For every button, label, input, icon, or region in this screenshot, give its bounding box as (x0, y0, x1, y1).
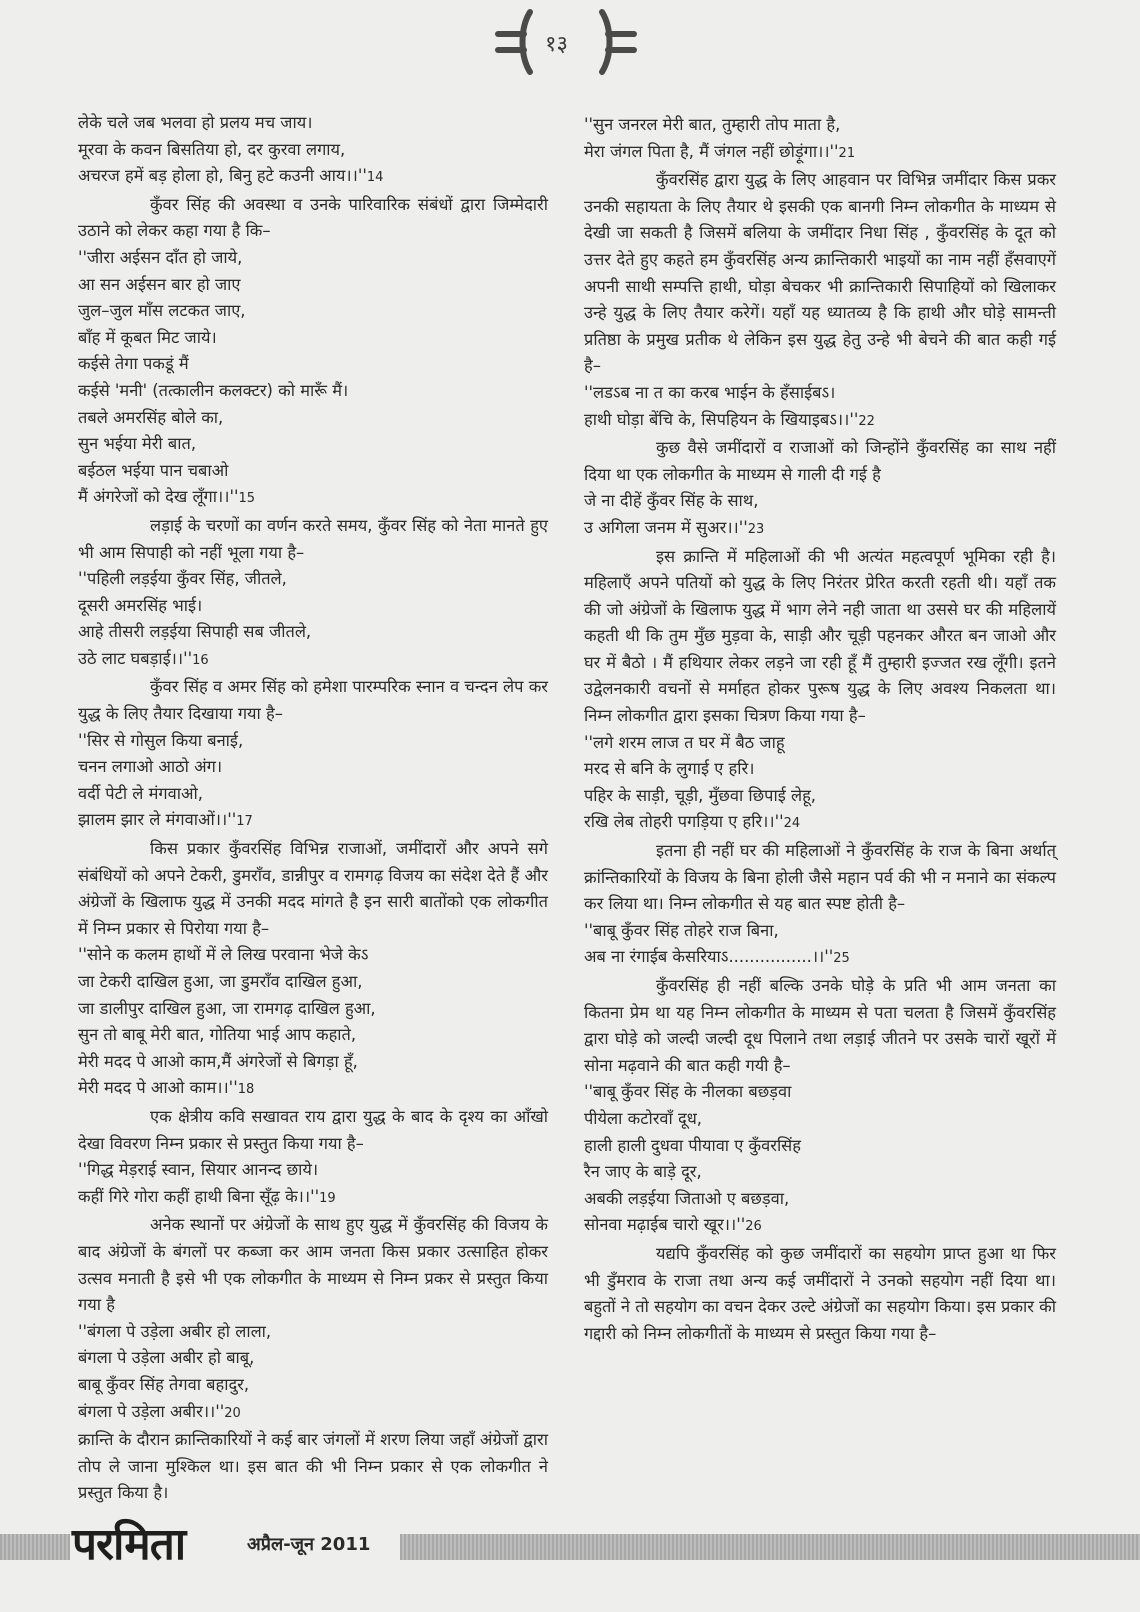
footnote-ref: 22 (858, 413, 875, 429)
verse-line: मेरा जंगल पिता है, मैं जंगल नहीं छोड़ूंगा।।''21 (584, 141, 856, 161)
verse-line: जा डालीपुर दाखिल हुआ, जा रामगढ़ दाखिल हुआ, (78, 998, 376, 1018)
verse-line: ''जीरा अईसन दाँत हो जाये, (78, 247, 243, 267)
verse-line: आहे तीसरी लड़ईया सिपाही सब जीतले, (78, 622, 312, 642)
paragraph: इतना ही नहीं घर की महिलाओं ने कुँवरसिंह के राज के बिना अर्थात् क्रांन्तिकारियों के विजय के बिना होली जैसे महान पर्व की भी न मनाने का संकल्प कर लिया था। निम्न लोकगीत से यह बात स्पष्ट होती है– (584, 841, 1056, 914)
verse-line: अचरज हमें बड़ होला हो, बिनु हटे कउनी आय।।''14 (78, 166, 384, 186)
paragraph: कुँवरसिंह द्वारा युद्ध के लिए आहवान पर विभिन्न जमींदार किस प्रकर उनकी सहायता के लिए तैयार थे इसकी एक बानगी निम्न लोकगीत के माध्यम से देखी जा सकती है जिसमें बलिया के जमींदार निधा सिंह , कुँवरसिंह के दूत को उत्तर देते हुए कहते हम कुँवरसिंह अन्य क्रान्तिकारी भाइयों का नाम नहीं हँसवाएगें अपनी साथी सम्पत्ति हाथी, घोड़ा बेचकर भी क्रान्तिकारी सिपाहियों को खिलाकर उन्हे युद्ध के लिए तैयार करेगें। यहाँ यह ध्यातव्य है कि हाथी और घोड़े सामन्ती प्रतिष्ठा के प्रमुख प्रतीक थे लेकिन इस युद्ध हेतु उन्हे भी बेचने की बात कही गई है– (584, 170, 1056, 376)
verse-line: बंगला पे उड़ेला अबीर।।''20 (78, 1401, 241, 1421)
verse-line: जा टेकरी दाखिल हुआ, जा डुमराँव दाखिल हुआ, (78, 972, 363, 991)
page-number (490, 6, 650, 76)
verse-line: उठे लाट घबड़ाई।।''16 (78, 648, 209, 668)
verse-line: बाबू कुँवर सिंह तेगवा बहादुर, (78, 1374, 250, 1394)
paragraph: लड़ाई के चरणों का वर्णन करते समय, कुँवर सिंह को नेता मानते हुए भी आम सिपाही को नहीं भूला गया है– (78, 515, 548, 562)
paragraph: कुँवर सिंह की अवस्था व उनके पारिवारिक संबंधों द्वारा जिम्मेदारी उठाने को लेकर कहा गया है कि– (78, 194, 548, 241)
verse-line: ''बाबू कुँवर सिंह तोहरे राज बिना, (584, 920, 779, 940)
verse-line: ''बाबू कुँवर सिंह के नीलका बछड़वा (584, 1082, 792, 1102)
right-column (584, 112, 1056, 1347)
paragraph: किस प्रकार कुँवरसिंह विभिन्न राजाओं, जमींदारों और अपने सगे संबंधियों को अपने टेकरी, डुमराँव, डान्नीपुर व रामगढ़ विजय का संदेश देते हैं और अंग्रेजों के खिलाफ युद्ध में उनकी मदद मांगते है इन सारी बातोंको एक लोकगीत में निम्न प्रकार से पिरोया गया है– (78, 839, 548, 938)
verse-line: चनन लगाओ आठो अंग। (78, 757, 223, 777)
verse-line: अब ना रंगाईब केसरियाऽ................।।''25 (584, 947, 850, 967)
verse-line: ''बंगला पे उड़ेला अबीर हो लाला, (78, 1321, 272, 1341)
paragraph: कुछ वैसे जमींदारों व राजाओं को जिन्होंने कुँवरसिंह का साथ नहीं दिया था एक लोकगीत के माध्यम से गाली दी गई है (584, 438, 1056, 484)
footnote-ref: 19 (319, 1190, 336, 1206)
verse-line: ''गिद्ध मेड़राई स्वान, सियार आनन्द छाये। (78, 1160, 319, 1180)
verse-line: ''पहिली लड़ईया कुँवर सिंह, जीतले, (78, 569, 287, 589)
verse-line: ''सोने क कलम हाथों में ले लिख परवाना भेजे केऽ (78, 945, 369, 965)
page-number-text: १३ (545, 32, 568, 57)
verse-line: ''सुन जनरल मेरी बात, तुम्हारी तोप माता है, (584, 115, 841, 134)
verse-line: मरद से बनि के लुगाई ए हरि। (584, 759, 755, 779)
verse-line: मैं अंगरेजों को देख लूँगा।।''15 (78, 487, 256, 507)
verse-line: कईसे 'मनी' (तत्कालीन कलक्टर) को मारूँ मैं। (78, 380, 349, 400)
paragraph: कुँवरसिंह ही नहीं बल्कि उनके घोड़े के प्रति भी आम जनता का कितना प्रेम था यह निम्न लोकगीत के माध्यम से पता चलता है जिसमें कुँवरसिंह द्वारा घोड़े को जल्दी जल्दी दूध पिलाने तथा लड़ाई जीतने पर उसके चारों खूरों में सोना मढ़वाने की बात कही गयी है– (584, 976, 1056, 1075)
verse-line: जे ना दीहें कुँवर सिंह के साथ, (584, 491, 759, 511)
verse-line: आ सन अईसन बार हो जाए (78, 274, 241, 294)
footnote-ref: 14 (366, 170, 384, 186)
verse-line: वर्दी पेटी ले मंगवाओ, (78, 783, 203, 803)
verse-line: ''लडऽब ना त का करब भाईन के हँसाईबऽ। (584, 382, 836, 402)
verse-line: झालम झार ले मंगवाओं।।''17 (78, 810, 253, 830)
footnote-ref: 17 (236, 814, 253, 830)
paragraph: यद्यपि कुँवरसिंह को कुछ जमींदारों का सहयोग प्राप्त हुआ था फिर भी डुँमराव के राजा तथा अन्य कई जमींदारों ने उनको सहयोग नहीं दिया था। बहुतों ने तो सहयोग का वचन देकर उल्टे अंग्रेजों का सहयोग किया। इस प्रकार की गद्दारी को निम्न लोकगीतों के माध्यम से प्रस्तुत किया गया है– (584, 1243, 1056, 1343)
verse-line: सोनवा मढ़ाईब चारो खूर।।''26 (584, 1215, 762, 1235)
footnote-ref: 20 (224, 1405, 241, 1421)
verse-line: तबले अमरसिंह बोले का, (78, 407, 224, 427)
verse-line: बईठल भईया पान चबाओ (78, 460, 229, 480)
verse-line: दूसरी अमरसिंह भाई। (78, 595, 203, 615)
verse-line: मेरी मदद पे आओ काम।।''18 (78, 1078, 255, 1098)
verse-line: कईसे तेगा पकडूं मैं (78, 354, 189, 374)
footnote-ref: 25 (833, 951, 850, 967)
verse-line: पीयेला कटोरवाँ दूध, (584, 1108, 702, 1128)
verse-line: सुन तो बाबू मेरी बात, गोतिया भाई आप कहाते, (78, 1025, 357, 1045)
verse-line: हाथी घोड़ा बेंचि के, सिपहियन के खियाइबऽ।।''22 (584, 409, 875, 429)
verse-line: अबकी लड़ईया जिताओ ए बछड़वा, (584, 1188, 790, 1208)
paragraph: कुँवर सिंह व अमर सिंह को हमेशा पारम्परिक स्नान व चन्दन लेप कर युद्ध के लिए तैयार दिखाया गया है– (78, 677, 548, 724)
page-ornament (490, 6, 650, 76)
verse-line: जुल–जुल माँस लटकत जाए, (78, 301, 246, 321)
paragraph: अनेक स्थानों पर अंग्रेजों के साथ हुए युद्ध में कुँवरसिंह की विजय के बाद अंग्रेजों के बंगलों पर कब्जा कर आम जनता किस प्रकार उत्साहित होकर उत्सव मनाती है इसे भी एक लोकगीत के माध्यम से निम्न प्रकर से प्रस्तुत किया गया है (78, 1215, 548, 1315)
verse-line: मेरी मदद पे आओ काम,मैं अंगरेजों से बिगड़ा हूँ, (78, 1051, 358, 1071)
verse-line: मूरवा के कवन बिसतिया हो, दर कुरवा लगाय, (78, 139, 346, 159)
footnote-ref: 24 (783, 816, 801, 832)
footnote-ref: 26 (745, 1219, 762, 1235)
verse-line: ''लगे शरम लाज त घर में बैठ जाहू (584, 732, 785, 752)
footnote-ref: 23 (747, 521, 765, 537)
verse-line: लेके चले जब भलवा हो प्रलय मच जाय। (78, 113, 313, 132)
verse-line: रैन जाए के बाड़े दूर, (584, 1162, 702, 1182)
issue-date: अप्रैल-जून 2011 (247, 1534, 371, 1555)
verse-line: सुन भईया मेरी बात, (78, 434, 197, 454)
verse-line: कहीं गिरे गोरा कहीं हाथी बिना सूँढ़ के।।''19 (78, 1186, 336, 1206)
verse-line: हाली हाली दुधवा पीयावा ए कुँवरसिंह (584, 1135, 801, 1155)
footnote-ref: 21 (838, 145, 856, 161)
verse-line: रखि लेब तोहरी पगड़िया ए हरि।।''24 (584, 812, 801, 832)
footnote-ref: 18 (237, 1082, 255, 1098)
verse-line: बाँह में कूबत मिट जाये। (78, 327, 217, 347)
verse-line: ''सिर से गोसुल किया बनाई, (78, 730, 244, 750)
magazine-logo: परमिता (72, 1519, 186, 1570)
verse-line: पहिर के साड़ी, चूड़ी, मुँछवा छिपाई लेहू, (584, 785, 817, 805)
paragraph: क्रान्ति के दौरान क्रान्तिकारियों ने कई बार जंगलों में शरण लिया जहाँ अंग्रेजों द्वारा तोप ले जाना मुश्किल था। इस बात की भी निम्न प्रकार से एक लोकगीत ने प्रस्तुत किया है। (78, 1430, 548, 1503)
verse-line: उ अगिला जनम में सुअर।।''23 (584, 517, 765, 537)
left-column (78, 110, 548, 1507)
paragraph: इस क्रान्ति में महिलाओं की भी अत्यंत महत्वपूर्ण भूमिका रही है। महिलाएँ अपने पतियों को युद्ध के लिए निरंतर प्रेरित करती रहती थी। यहाँ तक की जो अंग्रेजों के खिलाफ युद्ध में भाग लेने नही जाता था उससे घर की महिलायें कहती थी कि तुम मुँछ मुड़वा के, साड़ी और चूड़ी पहनकर औरत बन जाओ और घर में बैठो । मैं हथियार लेकर लड़ने जा रही हूँ मैं तुम्हारी इज्जत रख लूँगी। इतने उद्वेलनकारी वचनों से मर्माहत होकर पुरूष युद्ध के लिए अवश्य निकलता था। निम्न लोकगीत द्वारा इसका चित्रण किया गया है– (584, 546, 1056, 726)
verse-line: बंगला पे उड़ेला अबीर हो बाबू, (78, 1348, 255, 1368)
footnote-ref: 16 (192, 652, 209, 668)
footnote-ref: 15 (238, 491, 256, 507)
paragraph: एक क्षेत्रीय कवि सखावत राय द्वारा युद्ध के बाद के दृश्य का आँखो देखा विवरण निम्न प्रकार से प्रस्तुत किया गया है– (78, 1106, 548, 1153)
